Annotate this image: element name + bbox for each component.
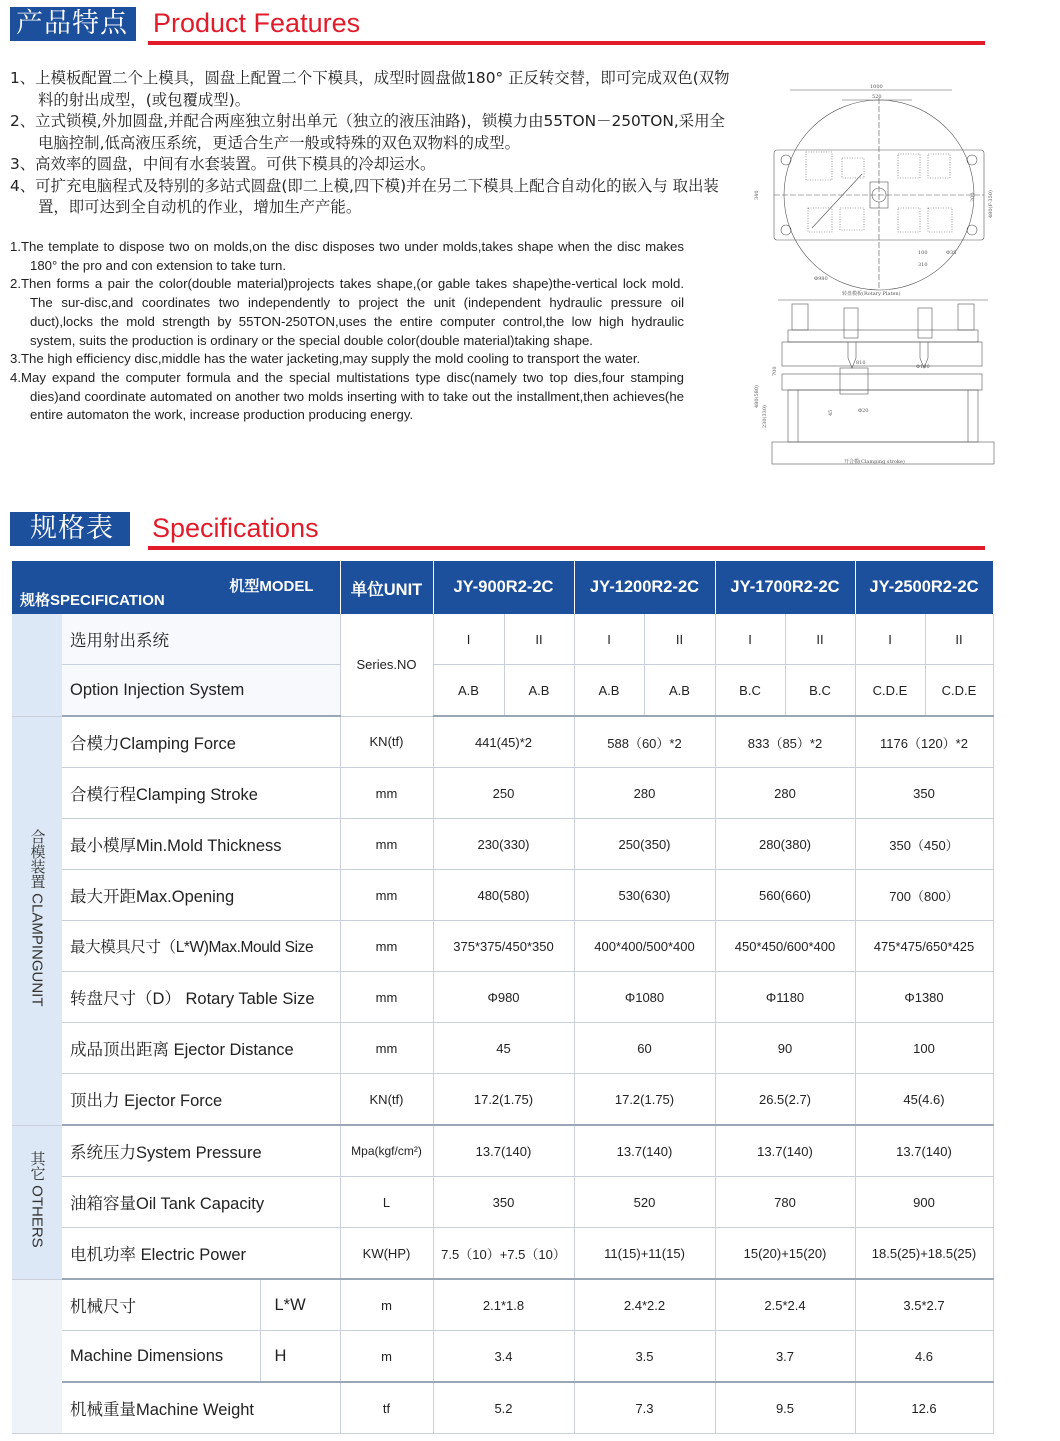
row-unit: mm bbox=[340, 921, 433, 972]
row-value: 375*375/450*350 bbox=[433, 921, 574, 972]
table-row bbox=[12, 1177, 993, 1228]
header-model-label: 机型MODEL bbox=[229, 578, 314, 595]
row-name: 合模力Clamping Force bbox=[62, 716, 340, 768]
row-value: 450*450/600*400 bbox=[715, 921, 855, 972]
row-value: 3.5*2.7 bbox=[855, 1279, 993, 1331]
row-value: 530(630) bbox=[574, 870, 715, 921]
row-unit: m bbox=[340, 1331, 433, 1383]
row-unit: KN(tf) bbox=[340, 716, 433, 768]
feature-en-item: 1.The template to dispose two on molds,on the disc disposes two under molds,takes shape when the disc makes 180° the pro and con extension to take turn. bbox=[10, 239, 684, 273]
row-unit: Mpa(kgf/cm²) bbox=[340, 1125, 433, 1177]
table-row-dimensions-h bbox=[12, 1331, 993, 1383]
row-value: 13.7(140) bbox=[574, 1125, 715, 1177]
row-value: 3.7 bbox=[715, 1331, 855, 1383]
table-row bbox=[12, 921, 993, 972]
row-value: 90 bbox=[715, 1023, 855, 1074]
row-value: 2.5*2.4 bbox=[715, 1279, 855, 1331]
header-spec-label: 规格SPECIFICATION bbox=[20, 592, 165, 609]
row-value: 588（60）*2 bbox=[574, 716, 715, 768]
series-cell: I bbox=[715, 614, 785, 665]
row-value: 15(20)+15(20) bbox=[715, 1228, 855, 1280]
row-value: 3.4 bbox=[433, 1331, 574, 1383]
table-row bbox=[12, 768, 993, 819]
row-name: 最大模具尺寸（L*W)Max.Mould Size bbox=[62, 921, 340, 972]
row-value: 350 bbox=[855, 768, 993, 819]
feature-cn-item: 4、可扩充电脑程式及特别的多站式圆盘(即二上模,四下模)并在另二下模具上配合自动化的嵌入与 取出装置，即可达到全自动机的作业，增加生产产能。 bbox=[10, 176, 719, 216]
row-value: 18.5(25)+18.5(25) bbox=[855, 1228, 993, 1280]
row-value: 13.7(140) bbox=[715, 1125, 855, 1177]
row-value: Φ1080 bbox=[574, 972, 715, 1023]
technical-drawing bbox=[752, 78, 1000, 470]
row-value: 11(15)+11(15) bbox=[574, 1228, 715, 1280]
header-model-900: JY-900R2-2C bbox=[433, 561, 574, 614]
row-value: 45(4.6) bbox=[855, 1074, 993, 1126]
row-value: 250 bbox=[433, 768, 574, 819]
row-value: Φ980 bbox=[433, 972, 574, 1023]
dim-520: 520 bbox=[872, 94, 882, 100]
series-cell: II bbox=[644, 614, 715, 665]
dim-480-580: 480(580) bbox=[754, 385, 760, 408]
row-value: 7.3 bbox=[574, 1382, 715, 1434]
dimensions-h-label: H bbox=[260, 1331, 340, 1383]
row-name: 合模行程Clamping Stroke bbox=[62, 768, 340, 819]
series-cell: I bbox=[855, 614, 925, 665]
table-header-row bbox=[12, 561, 993, 614]
row-unit: tf bbox=[340, 1382, 433, 1434]
row-value: 3.5 bbox=[574, 1331, 715, 1383]
features-cn-list bbox=[10, 68, 730, 219]
row-value: 350（450） bbox=[855, 819, 993, 870]
caption-clamping-stroke: 开合模(Clamping stroke) bbox=[844, 459, 905, 465]
code-cell: A.B bbox=[504, 665, 574, 717]
row-name: 机械重量Machine Weight bbox=[62, 1382, 340, 1434]
dim-810: 810 bbox=[856, 360, 866, 366]
table-row-injection-series bbox=[12, 614, 993, 665]
row-value: 13.7(140) bbox=[433, 1125, 574, 1177]
header-model-1700: JY-1700R2-2C bbox=[715, 561, 855, 614]
specifications-table bbox=[12, 561, 994, 1434]
specs-header bbox=[10, 512, 985, 546]
row-name: 系统压力System Pressure bbox=[62, 1125, 340, 1177]
code-cell: B.C bbox=[715, 665, 785, 717]
series-cell: I bbox=[433, 614, 504, 665]
group-misc bbox=[12, 1279, 62, 1434]
injection-name-en: Option Injection System bbox=[62, 665, 340, 717]
row-value: 480(580) bbox=[433, 870, 574, 921]
header-corner bbox=[12, 561, 340, 614]
row-unit: m bbox=[340, 1279, 433, 1331]
row-name: 顶出力 Ejector Force bbox=[62, 1074, 340, 1126]
feature-cn-item: 3、高效率的圆盘，中间有水套装置。可供下模具的冷却运水。 bbox=[10, 155, 436, 173]
row-value: 280(380) bbox=[715, 819, 855, 870]
row-unit: L bbox=[340, 1177, 433, 1228]
dim-230-330: 230(330) bbox=[762, 405, 768, 428]
series-cell: II bbox=[785, 614, 855, 665]
row-value: 45 bbox=[433, 1023, 574, 1074]
dim-1000: 1000 bbox=[870, 84, 883, 90]
table-row-weight bbox=[12, 1382, 993, 1434]
row-unit: mm bbox=[340, 819, 433, 870]
feature-cn-item: 2、立式锁模,外加圆盘,并配合两座独立射出单元（独立的液压油路)，锁模力由55TON－250TON,采用全电脑控制,低高液压系统，更适合生产一般或特殊的双色双物料的成型。 bbox=[10, 112, 725, 152]
row-unit: mm bbox=[340, 870, 433, 921]
row-value: 100 bbox=[855, 1023, 993, 1074]
row-value: 900 bbox=[855, 1177, 993, 1228]
row-value: 280 bbox=[715, 768, 855, 819]
dim-310: 310 bbox=[918, 262, 928, 268]
header-unit: 单位UNIT bbox=[340, 561, 433, 614]
dimensions-name-en: Machine Dimensions bbox=[62, 1331, 260, 1383]
row-value: 700（800） bbox=[855, 870, 993, 921]
dimensions-lw-label: L*W bbox=[260, 1279, 340, 1331]
code-cell: A.B bbox=[574, 665, 644, 717]
table-row-injection-codes bbox=[12, 665, 993, 717]
table-row bbox=[12, 1125, 993, 1177]
group-clamping-label: 合模装置 CLAMPINGUNIT bbox=[28, 829, 46, 1007]
header-model-2500: JY-2500R2-2C bbox=[855, 561, 993, 614]
row-name: 转盘尺寸（D） Rotary Table Size bbox=[62, 972, 340, 1023]
row-value: 4.6 bbox=[855, 1331, 993, 1383]
row-value: 7.5（10）+7.5（10） bbox=[433, 1228, 574, 1280]
row-value: 475*475/650*425 bbox=[855, 921, 993, 972]
code-cell: B.C bbox=[785, 665, 855, 717]
row-value: 441(45)*2 bbox=[433, 716, 574, 768]
row-name: 最小模厚Min.Mold Thickness bbox=[62, 819, 340, 870]
features-title-en: Product Features bbox=[153, 8, 361, 38]
table-row bbox=[12, 1023, 993, 1074]
row-value: 1176（120）*2 bbox=[855, 716, 993, 768]
row-value: 250(350) bbox=[574, 819, 715, 870]
row-value: 17.2(1.75) bbox=[433, 1074, 574, 1126]
dim-480: 480(F-350) bbox=[988, 190, 994, 218]
feature-en-item: 4.May expand the computer formula and the special multistations type disc(namely two top dies,four stamping dies)and coordinate automated on another two molds inserting with to take out the installment,then achieves(he entire automaton the work, increase production producing energy. bbox=[10, 369, 684, 423]
row-value: 2.1*1.8 bbox=[433, 1279, 574, 1331]
injection-side-cell bbox=[12, 614, 62, 716]
row-value: Φ1380 bbox=[855, 972, 993, 1023]
injection-name-cn: 选用射出系统 bbox=[62, 614, 340, 665]
group-others bbox=[12, 1125, 62, 1279]
dim-phi20: Φ20 bbox=[858, 408, 869, 414]
feature-en-item: 3.The high efficiency disc,middle has the water jacketing,may supply the mold cooling to transport the water. bbox=[10, 351, 641, 367]
row-unit: KW(HP) bbox=[340, 1228, 433, 1280]
specs-title-en: Specifications bbox=[152, 513, 319, 543]
features-en-list bbox=[10, 238, 684, 425]
features-underline bbox=[148, 41, 985, 45]
row-value: 833（85）*2 bbox=[715, 716, 855, 768]
row-value: 9.5 bbox=[715, 1382, 855, 1434]
row-name: 电机功率 Electric Power bbox=[62, 1228, 340, 1280]
row-name: 油箱容量Oil Tank Capacity bbox=[62, 1177, 340, 1228]
rotary-platen-view bbox=[754, 84, 994, 297]
specs-title-cn: 规格表 bbox=[10, 512, 130, 546]
row-value: 26.5(2.7) bbox=[715, 1074, 855, 1126]
row-value: 60 bbox=[574, 1023, 715, 1074]
series-cell: II bbox=[925, 614, 993, 665]
row-value: 230(330) bbox=[433, 819, 574, 870]
row-value: 400*400/500*400 bbox=[574, 921, 715, 972]
dim-700: 700 bbox=[772, 366, 778, 376]
dim-phi980: Φ980 bbox=[814, 276, 828, 282]
row-name: 成品顶出距离 Ejector Distance bbox=[62, 1023, 340, 1074]
row-value: 13.7(140) bbox=[855, 1125, 993, 1177]
row-value: 17.2(1.75) bbox=[574, 1074, 715, 1126]
row-value: 280 bbox=[574, 768, 715, 819]
code-cell: C.D.E bbox=[855, 665, 925, 717]
dim-200: 200 bbox=[970, 192, 976, 202]
row-value: Φ1180 bbox=[715, 972, 855, 1023]
series-cell: II bbox=[504, 614, 574, 665]
table-row bbox=[12, 1228, 993, 1280]
header-model-1200: JY-1200R2-2C bbox=[574, 561, 715, 614]
code-cell: A.B bbox=[433, 665, 504, 717]
table-row bbox=[12, 1074, 993, 1126]
table-row bbox=[12, 972, 993, 1023]
row-value: 5.2 bbox=[433, 1382, 574, 1434]
code-cell: C.D.E bbox=[925, 665, 993, 717]
table-row bbox=[12, 870, 993, 921]
features-header bbox=[10, 7, 985, 41]
row-unit: mm bbox=[340, 768, 433, 819]
table-row bbox=[12, 716, 993, 768]
row-value: 2.4*2.2 bbox=[574, 1279, 715, 1331]
row-unit: mm bbox=[340, 972, 433, 1023]
row-unit: mm bbox=[340, 1023, 433, 1074]
row-value: 12.6 bbox=[855, 1382, 993, 1434]
dim-340: 340 bbox=[754, 190, 760, 200]
row-value: 350 bbox=[433, 1177, 574, 1228]
dimensions-name-cn: 机械尺寸 bbox=[62, 1279, 260, 1331]
specs-underline bbox=[148, 546, 985, 550]
row-unit: KN(tf) bbox=[340, 1074, 433, 1126]
code-cell: A.B bbox=[644, 665, 715, 717]
group-others-label: 其它 OTHERS bbox=[28, 1151, 46, 1248]
row-value: 780 bbox=[715, 1177, 855, 1228]
row-name: 最大开距Max.Opening bbox=[62, 870, 340, 921]
series-cell: I bbox=[574, 614, 644, 665]
features-title-cn: 产品特点 bbox=[10, 7, 136, 41]
row-value: 520 bbox=[574, 1177, 715, 1228]
dim-45: 45 bbox=[828, 409, 834, 416]
feature-cn-item: 1、上模板配置二个上模具，圆盘上配置二个下模具，成型时圆盘做180° 正反转交替，即可完成双色(双物料的射出成型，(或包覆成型)。 bbox=[10, 69, 730, 109]
group-clamping-unit bbox=[12, 716, 62, 1125]
dim-phi100: Φ100 bbox=[916, 364, 930, 370]
dim-phi35: Φ35 bbox=[946, 250, 957, 256]
feature-en-item: 2.Then forms a pair the color(double material)projects takes shape,(or gable takes shape)the-vertical lock mold. The sur-disc,and coordinates two independently to project the unit (independent hydraulic pressure oil duct),locks the mold strength by 55TON-250TON,uses the entire computer control,the low high hydraulic system, suits the production is ordinary or the special double color(double material)taking shape. bbox=[10, 276, 684, 348]
injection-unit: Series.NO bbox=[340, 614, 433, 716]
table-row bbox=[12, 819, 993, 870]
row-value: 560(660) bbox=[715, 870, 855, 921]
clamping-stroke-view bbox=[753, 300, 994, 465]
table-row-dimensions-lw bbox=[12, 1279, 993, 1331]
caption-rotary-platen: 转盘模板(Rotary Platen) bbox=[842, 291, 901, 297]
dim-100: 100 bbox=[918, 250, 928, 256]
